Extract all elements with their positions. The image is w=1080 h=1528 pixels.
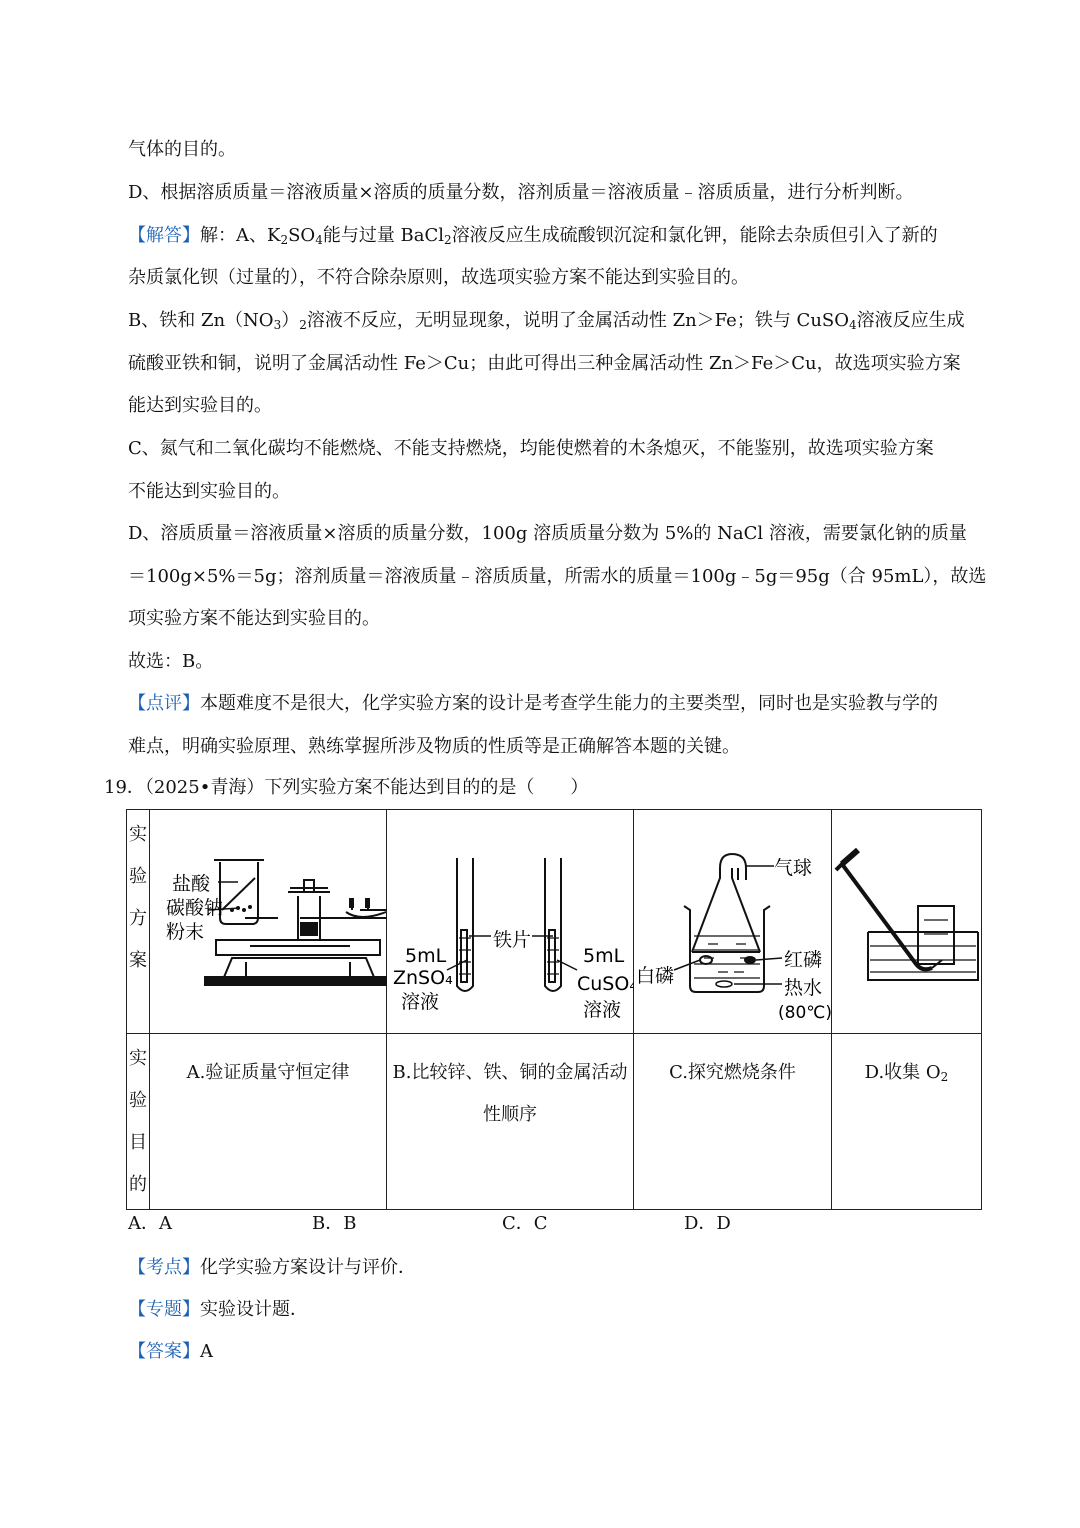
label-hcl: 盐酸 <box>172 873 211 895</box>
label-red-phosphorus: 红磷 <box>784 949 823 971</box>
label-left-volume: 5mL <box>405 945 447 967</box>
comment-line-1: 【点评】本题难度不是很大，化学实验方案的设计是考查学生能力的主要类型，同时也是实验教与学的 <box>128 693 938 714</box>
answer-key-tag: 【答案】 <box>128 1341 200 1362</box>
label-sodium-carbonate: 碳酸钠 <box>166 897 224 919</box>
comment-line-2: 难点，明确实验原理、熟练掌握所涉及物质的性质等是正确解答本题的关键。 <box>128 736 740 757</box>
text-line-5: B、铁和 $Zn(NO_3)_2$溶液不反应，无明显现象，说明了金属活动性 Zn＞Fe；铁与 CuSO$_4$溶液反应生成 <box>128 310 965 332</box>
label-right-solution: 溶液 <box>583 999 622 1021</box>
text-line-2: D、根据溶质质量＝溶液质量×溶质的质量分数，溶剂质量＝溶液质量﹣溶质质量，进行分析判断。 <box>128 182 914 203</box>
experiment-table <box>126 809 982 1210</box>
figure-b-cell <box>387 810 634 1034</box>
text-line-1: 气体的目的。 <box>128 139 236 160</box>
question-stem: 19．（2025•青海）下列实验方案不能达到目的的是（ ） <box>104 777 589 798</box>
figure-d-cell <box>832 810 982 1034</box>
option-a: A．A <box>128 1213 172 1234</box>
knowledge-point: 【考点】化学实验方案设计与评价． <box>128 1257 416 1278</box>
text-line-11: ＝100g×5%＝5g；溶剂质量＝溶液质量﹣溶质质量，所需水的质量＝100g﹣5g＝95g（合 95mL），故选 <box>128 566 987 587</box>
balance-scale-figure <box>150 810 387 1028</box>
row-label-goal: 实 验 目 的 <box>127 1034 150 1210</box>
text-line-12: 项实验方案不能达到实验目的。 <box>128 608 380 629</box>
option-c: C．C <box>502 1213 548 1234</box>
option-d: D．D <box>684 1213 731 1234</box>
answer: 【答案】A <box>128 1341 213 1362</box>
test-tubes-figure <box>387 810 634 1028</box>
text-line-6: 硫酸亚铁和铜，说明了金属活动性 Fe＞Cu；由此可得出三种金属活动性 Zn＞Fe＞Cu，故选项实验方案 <box>128 353 961 374</box>
text-line-9: 不能达到实验目的。 <box>128 481 290 502</box>
text-line-4: 杂质氯化钡（过量的），不符合除杂原则，故选项实验方案不能达到实验目的。 <box>128 267 749 288</box>
answer-tag: 【解答】 <box>128 225 200 246</box>
gas-collection-figure <box>832 810 982 1028</box>
label-white-phosphorus: 白磷 <box>636 965 675 987</box>
label-znso4: ZnSO₄ <box>393 967 453 989</box>
text-line-7: 能达到实验目的。 <box>128 395 272 416</box>
goal-d: D.收集 $O_2$ <box>832 1034 982 1210</box>
label-right-volume: 5mL <box>583 945 625 967</box>
text-line-13: 故选：B。 <box>128 651 214 672</box>
comment-tag: 【点评】 <box>128 693 200 714</box>
label-left-solution: 溶液 <box>401 991 440 1013</box>
topic-tag: 【专题】 <box>128 1299 200 1320</box>
text-line-10: D、溶质质量＝溶液质量×溶质的质量分数，100g 溶质质量分数为 5%的 NaCl 溶液，需要氯化钠的质量 <box>128 523 967 544</box>
figure-c-cell <box>634 810 832 1034</box>
label-cuso4: CuSO₄ <box>577 973 634 995</box>
label-powder: 粉末 <box>166 921 205 943</box>
text-line-8: C、氮气和二氧化碳均不能燃烧、不能支持燃烧，均能使燃着的木条熄灭，不能鉴别，故选项实验方案 <box>128 438 934 459</box>
label-temperature: (80℃) <box>778 1003 832 1023</box>
topic: 【专题】实验设计题． <box>128 1299 308 1320</box>
knowledge-tag: 【考点】 <box>128 1257 200 1278</box>
label-iron-sheet: 铁片 <box>493 929 532 951</box>
goal-b: B.比较锌、铁、铜的金属活动性顺序 <box>387 1034 634 1210</box>
combustion-figure <box>634 810 832 1028</box>
label-balloon: 气球 <box>774 857 813 879</box>
row-label-scheme: 实 验 方 案 <box>127 810 150 1034</box>
figure-a-cell <box>150 810 387 1034</box>
answer-line-1: 【解答】解：A、$K_2SO_4$能与过量 BaCl$_2$溶液反应生成硫酸钡沉淀和氯化钾，能除去杂质但引入了新的 <box>128 225 938 247</box>
goal-a: A.验证质量守恒定律 <box>150 1034 387 1210</box>
goal-c: C.探究燃烧条件 <box>634 1034 832 1210</box>
option-b: B．B <box>312 1213 357 1234</box>
label-hot-water: 热水 <box>784 977 823 999</box>
